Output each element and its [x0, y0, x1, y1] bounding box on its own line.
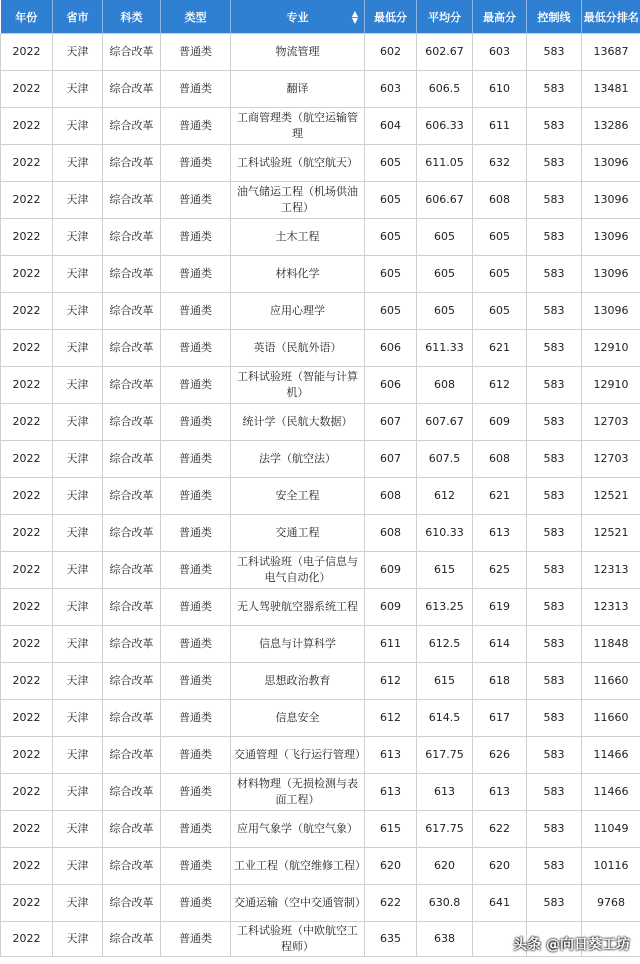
cell-control-line: 583: [527, 145, 582, 182]
cell-control-line: 583: [527, 367, 582, 404]
cell-control-line: 583: [527, 404, 582, 441]
table-row: [1, 848, 640, 885]
cell-min-rank: 12910: [582, 367, 640, 404]
cell-major: 英语（民航外语）: [231, 330, 365, 367]
header-min-score[interactable]: 最低分: [365, 0, 417, 34]
cell-year: 2022: [1, 515, 53, 552]
cell-year: 2022: [1, 885, 53, 922]
header-year[interactable]: 年份: [1, 0, 53, 34]
cell-province: 天津: [53, 478, 103, 515]
cell-year: 2022: [1, 848, 53, 885]
cell-type: 普通类: [161, 367, 231, 404]
cell-major: 应用气象学（航空气象）: [231, 811, 365, 848]
cell-min-rank: 13096: [582, 293, 640, 330]
cell-year: 2022: [1, 811, 53, 848]
cell-min-rank: 13687: [582, 34, 640, 71]
cell-major: 工科试验班（电子信息与电气自动化）: [231, 552, 365, 589]
cell-min-rank: 13096: [582, 219, 640, 256]
table-row: [1, 515, 640, 552]
cell-min-score: 606: [365, 367, 417, 404]
cell-max-score: 625: [473, 552, 527, 589]
cell-category: 综合改革: [103, 367, 161, 404]
cell-province: 天津: [53, 108, 103, 145]
cell-type: 普通类: [161, 293, 231, 330]
cell-max-score: 618: [473, 663, 527, 700]
cell-min-score: 609: [365, 589, 417, 626]
cell-province: 天津: [53, 71, 103, 108]
cell-type: 普通类: [161, 256, 231, 293]
cell-major: 翻译: [231, 71, 365, 108]
cell-major: 材料物理（无损检测与表面工程）: [231, 774, 365, 811]
cell-control-line: 583: [527, 885, 582, 922]
cell-avg-score: 612: [417, 478, 473, 515]
cell-year: 2022: [1, 71, 53, 108]
cell-major: 工科试验班（中欧航空工程师）: [231, 922, 365, 957]
table-row: [1, 774, 640, 811]
cell-category: 综合改革: [103, 922, 161, 957]
cell-min-rank: 13096: [582, 145, 640, 182]
cell-avg-score: 606.33: [417, 108, 473, 145]
cell-min-score: 608: [365, 478, 417, 515]
cell-min-score: 608: [365, 515, 417, 552]
cell-category: 综合改革: [103, 663, 161, 700]
table-row: [1, 145, 640, 182]
cell-province: 天津: [53, 182, 103, 219]
cell-category: 综合改革: [103, 145, 161, 182]
cell-min-rank: 10116: [582, 848, 640, 885]
table-row: [1, 108, 640, 145]
cell-type: 普通类: [161, 108, 231, 145]
cell-max-score: 621: [473, 478, 527, 515]
header-major-label: 专业: [286, 10, 309, 24]
header-control-line[interactable]: 控制线: [527, 0, 582, 34]
table-row: [1, 626, 640, 663]
cell-min-score: 615: [365, 811, 417, 848]
cell-category: 综合改革: [103, 478, 161, 515]
cell-type: 普通类: [161, 478, 231, 515]
cell-type: 普通类: [161, 589, 231, 626]
cell-avg-score: 608: [417, 367, 473, 404]
cell-min-rank: 9768: [582, 885, 640, 922]
table-row: [1, 885, 640, 922]
cell-min-score: 606: [365, 330, 417, 367]
sort-updown-icon[interactable]: ▲ ▼: [351, 9, 358, 25]
table-row: [1, 367, 640, 404]
table-row: [1, 700, 640, 737]
cell-min-rank: 11466: [582, 737, 640, 774]
cell-type: 普通类: [161, 71, 231, 108]
cell-min-score: 607: [365, 441, 417, 478]
cell-max-score: 632: [473, 145, 527, 182]
cell-min-rank: 11660: [582, 700, 640, 737]
table-row: [1, 256, 640, 293]
table-row: [1, 552, 640, 589]
cell-avg-score: 610.33: [417, 515, 473, 552]
cell-major: 信息与计算科学: [231, 626, 365, 663]
cell-min-rank: 11049: [582, 811, 640, 848]
cell-province: 天津: [53, 737, 103, 774]
cell-min-score: 635: [365, 922, 417, 957]
cell-major: 思想政治教育: [231, 663, 365, 700]
cell-avg-score: 611.33: [417, 330, 473, 367]
cell-year: 2022: [1, 330, 53, 367]
cell-province: 天津: [53, 589, 103, 626]
cell-min-score: 605: [365, 182, 417, 219]
cell-max-score: 608: [473, 441, 527, 478]
cell-year: 2022: [1, 293, 53, 330]
cell-province: 天津: [53, 219, 103, 256]
cell-type: 普通类: [161, 515, 231, 552]
cell-control-line: 583: [527, 34, 582, 71]
table-row: [1, 293, 640, 330]
cell-min-score: 603: [365, 71, 417, 108]
cell-avg-score: 620: [417, 848, 473, 885]
cell-year: 2022: [1, 552, 53, 589]
cell-avg-score: 606.67: [417, 182, 473, 219]
cell-control-line: 583: [527, 589, 582, 626]
cell-max-score: 613: [473, 774, 527, 811]
cell-major: 交通工程: [231, 515, 365, 552]
cell-year: 2022: [1, 663, 53, 700]
cell-year: 2022: [1, 774, 53, 811]
cell-province: 天津: [53, 330, 103, 367]
cell-avg-score: 607.5: [417, 441, 473, 478]
table-row: [1, 71, 640, 108]
cell-min-rank: 13286: [582, 108, 640, 145]
cell-avg-score: 602.67: [417, 34, 473, 71]
cell-type: 普通类: [161, 737, 231, 774]
cell-major: 材料化学: [231, 256, 365, 293]
cell-avg-score: 612.5: [417, 626, 473, 663]
cell-min-score: 620: [365, 848, 417, 885]
cell-min-rank: 11660: [582, 663, 640, 700]
table-row: [1, 441, 640, 478]
cell-min-rank: 12703: [582, 404, 640, 441]
header-province[interactable]: 省市: [53, 0, 103, 34]
table-row: [1, 478, 640, 515]
header-row: [1, 0, 640, 34]
cell-control-line: 583: [527, 848, 582, 885]
cell-min-rank: 12313: [582, 552, 640, 589]
cell-year: 2022: [1, 922, 53, 957]
cell-year: 2022: [1, 145, 53, 182]
cell-category: 综合改革: [103, 885, 161, 922]
cell-avg-score: 607.67: [417, 404, 473, 441]
cell-avg-score: 615: [417, 663, 473, 700]
cell-min-score: 602: [365, 34, 417, 71]
cell-province: 天津: [53, 404, 103, 441]
cell-min-score: 622: [365, 885, 417, 922]
cell-min-score: 607: [365, 404, 417, 441]
cell-min-rank: 12910: [582, 330, 640, 367]
cell-max-score: 621: [473, 330, 527, 367]
cell-major: 物流管理: [231, 34, 365, 71]
header-type[interactable]: 类型: [161, 0, 231, 34]
cell-major: 油气储运工程（机场供油工程）: [231, 182, 365, 219]
cell-province: 天津: [53, 515, 103, 552]
cell-major: 工科试验班（智能与计算机）: [231, 367, 365, 404]
cell-category: 综合改革: [103, 552, 161, 589]
table-row: [1, 589, 640, 626]
cell-avg-score: 617.75: [417, 737, 473, 774]
cell-category: 综合改革: [103, 774, 161, 811]
cell-max-score: 622: [473, 811, 527, 848]
cell-max-score: 612: [473, 367, 527, 404]
cell-avg-score: 605: [417, 219, 473, 256]
cell-major: 应用心理学: [231, 293, 365, 330]
cell-major: 信息安全: [231, 700, 365, 737]
cell-category: 综合改革: [103, 441, 161, 478]
header-major[interactable]: [231, 0, 365, 34]
cell-min-score: 611: [365, 626, 417, 663]
cell-province: 天津: [53, 774, 103, 811]
cell-max-score: 613: [473, 515, 527, 552]
cell-control-line: 583: [527, 737, 582, 774]
cell-province: 天津: [53, 922, 103, 957]
cell-type: 普通类: [161, 700, 231, 737]
cell-avg-score: 605: [417, 256, 473, 293]
cell-type: 普通类: [161, 404, 231, 441]
table-row: [1, 811, 640, 848]
cell-control-line: 583: [527, 71, 582, 108]
cell-category: 综合改革: [103, 515, 161, 552]
cell-max-score: 610: [473, 71, 527, 108]
header-category[interactable]: 科类: [103, 0, 161, 34]
cell-avg-score: 615: [417, 552, 473, 589]
cell-control-line: 583: [527, 700, 582, 737]
cell-control-line: 583: [527, 515, 582, 552]
cell-type: 普通类: [161, 182, 231, 219]
cell-year: 2022: [1, 700, 53, 737]
cell-type: 普通类: [161, 663, 231, 700]
cell-major: 统计学（民航大数据）: [231, 404, 365, 441]
cell-min-rank: 12521: [582, 478, 640, 515]
cell-max-score: 617: [473, 700, 527, 737]
cell-avg-score: 613: [417, 774, 473, 811]
watermark: 头条 @向日葵工坊: [513, 937, 630, 953]
cell-type: 普通类: [161, 552, 231, 589]
cell-control-line: 583: [527, 330, 582, 367]
cell-type: 普通类: [161, 441, 231, 478]
cell-province: 天津: [53, 663, 103, 700]
cell-min-rank: 12313: [582, 589, 640, 626]
cell-avg-score: 614.5: [417, 700, 473, 737]
cell-province: 天津: [53, 811, 103, 848]
cell-control-line: 583: [527, 774, 582, 811]
cell-province: 天津: [53, 293, 103, 330]
cell-control-line: 583: [527, 256, 582, 293]
cell-min-score: 604: [365, 108, 417, 145]
cell-category: 综合改革: [103, 589, 161, 626]
table-row: [1, 404, 640, 441]
cell-avg-score: 630.8: [417, 885, 473, 922]
cell-category: 综合改革: [103, 737, 161, 774]
cell-category: 综合改革: [103, 256, 161, 293]
cell-type: 普通类: [161, 885, 231, 922]
cell-type: 普通类: [161, 626, 231, 663]
cell-major: 交通管理（飞行运行管理）: [231, 737, 365, 774]
cell-province: 天津: [53, 256, 103, 293]
cell-category: 综合改革: [103, 293, 161, 330]
cell-year: 2022: [1, 589, 53, 626]
header-avg-score[interactable]: 平均分: [417, 0, 473, 34]
cell-control-line: 583: [527, 293, 582, 330]
cell-control-line: 583: [527, 441, 582, 478]
cell-major: 安全工程: [231, 478, 365, 515]
cell-max-score: 605: [473, 219, 527, 256]
cell-type: 普通类: [161, 922, 231, 957]
cell-min-score: 605: [365, 293, 417, 330]
cell-min-rank: 11848: [582, 626, 640, 663]
cell-control-line: 583: [527, 663, 582, 700]
cell-year: 2022: [1, 182, 53, 219]
cell-max-score: 609: [473, 404, 527, 441]
cell-major: 土木工程: [231, 219, 365, 256]
cell-major: 交通运输（空中交通管制）: [231, 885, 365, 922]
cell-province: 天津: [53, 367, 103, 404]
cell-max-score: 641: [473, 885, 527, 922]
cell-avg-score: 611.05: [417, 145, 473, 182]
cell-year: 2022: [1, 256, 53, 293]
cell-min-rank: 12521: [582, 515, 640, 552]
cell-category: 综合改革: [103, 330, 161, 367]
cell-max-score: 603: [473, 34, 527, 71]
cell-control-line: 583: [527, 811, 582, 848]
cell-max-score: 614: [473, 626, 527, 663]
cell-type: 普通类: [161, 145, 231, 182]
table-row: [1, 219, 640, 256]
table-row: [1, 330, 640, 367]
cell-province: 天津: [53, 848, 103, 885]
table-row: [1, 34, 640, 71]
cell-avg-score: 617.75: [417, 811, 473, 848]
cell-type: 普通类: [161, 848, 231, 885]
table-row: [1, 663, 640, 700]
cell-min-score: 605: [365, 256, 417, 293]
cell-province: 天津: [53, 552, 103, 589]
cell-min-rank: 12703: [582, 441, 640, 478]
header-min-rank[interactable]: 最低分排名: [582, 0, 640, 34]
cell-max-score: 605: [473, 293, 527, 330]
cell-min-rank: 11466: [582, 774, 640, 811]
cell-avg-score: 605: [417, 293, 473, 330]
cell-year: 2022: [1, 737, 53, 774]
cell-control-line: 583: [527, 219, 582, 256]
cell-category: 综合改革: [103, 700, 161, 737]
cell-control-line: 583: [527, 182, 582, 219]
cell-min-score: 612: [365, 663, 417, 700]
cell-max-score: 620: [473, 848, 527, 885]
cell-province: 天津: [53, 145, 103, 182]
cell-province: 天津: [53, 700, 103, 737]
cell-type: 普通类: [161, 219, 231, 256]
cell-min-score: 605: [365, 219, 417, 256]
cell-category: 综合改革: [103, 34, 161, 71]
cell-avg-score: 638: [417, 922, 473, 957]
cell-category: 综合改革: [103, 626, 161, 663]
cell-category: 综合改革: [103, 182, 161, 219]
cell-type: 普通类: [161, 34, 231, 71]
cell-province: 天津: [53, 441, 103, 478]
cell-min-score: 613: [365, 737, 417, 774]
cell-max-score: 605: [473, 256, 527, 293]
cell-max-score: 619: [473, 589, 527, 626]
header-max-score[interactable]: 最高分: [473, 0, 527, 34]
cell-major: 工业工程（航空维修工程）: [231, 848, 365, 885]
cell-min-score: 612: [365, 700, 417, 737]
cell-major: 无人驾驶航空器系统工程: [231, 589, 365, 626]
cell-min-score: 605: [365, 145, 417, 182]
cell-year: 2022: [1, 108, 53, 145]
cell-major: 法学（航空法）: [231, 441, 365, 478]
cell-category: 综合改革: [103, 219, 161, 256]
cell-year: 2022: [1, 34, 53, 71]
cell-type: 普通类: [161, 774, 231, 811]
cell-province: 天津: [53, 885, 103, 922]
cell-category: 综合改革: [103, 108, 161, 145]
cell-province: 天津: [53, 34, 103, 71]
cell-year: 2022: [1, 478, 53, 515]
cell-type: 普通类: [161, 330, 231, 367]
cell-max-score: 608: [473, 182, 527, 219]
cell-year: 2022: [1, 367, 53, 404]
cell-min-score: 613: [365, 774, 417, 811]
cell-category: 综合改革: [103, 404, 161, 441]
cell-province: 天津: [53, 626, 103, 663]
cell-year: 2022: [1, 626, 53, 663]
table-row: [1, 182, 640, 219]
cell-control-line: 583: [527, 626, 582, 663]
cell-max-score: 611: [473, 108, 527, 145]
cell-year: 2022: [1, 219, 53, 256]
cell-min-score: 609: [365, 552, 417, 589]
cell-major: 工商管理类（航空运输管理: [231, 108, 365, 145]
cell-category: 综合改革: [103, 811, 161, 848]
cell-category: 综合改革: [103, 848, 161, 885]
cell-type: 普通类: [161, 811, 231, 848]
table-row: [1, 737, 640, 774]
cell-control-line: 583: [527, 552, 582, 589]
cell-min-rank: 13096: [582, 256, 640, 293]
cell-avg-score: 613.25: [417, 589, 473, 626]
cell-major: 工科试验班（航空航天）: [231, 145, 365, 182]
cell-category: 综合改革: [103, 71, 161, 108]
cell-min-rank: 13481: [582, 71, 640, 108]
cell-control-line: 583: [527, 108, 582, 145]
cell-avg-score: 606.5: [417, 71, 473, 108]
cell-min-rank: 13096: [582, 182, 640, 219]
cell-control-line: 583: [527, 478, 582, 515]
cell-year: 2022: [1, 441, 53, 478]
cell-year: 2022: [1, 404, 53, 441]
cell-max-score: 626: [473, 737, 527, 774]
